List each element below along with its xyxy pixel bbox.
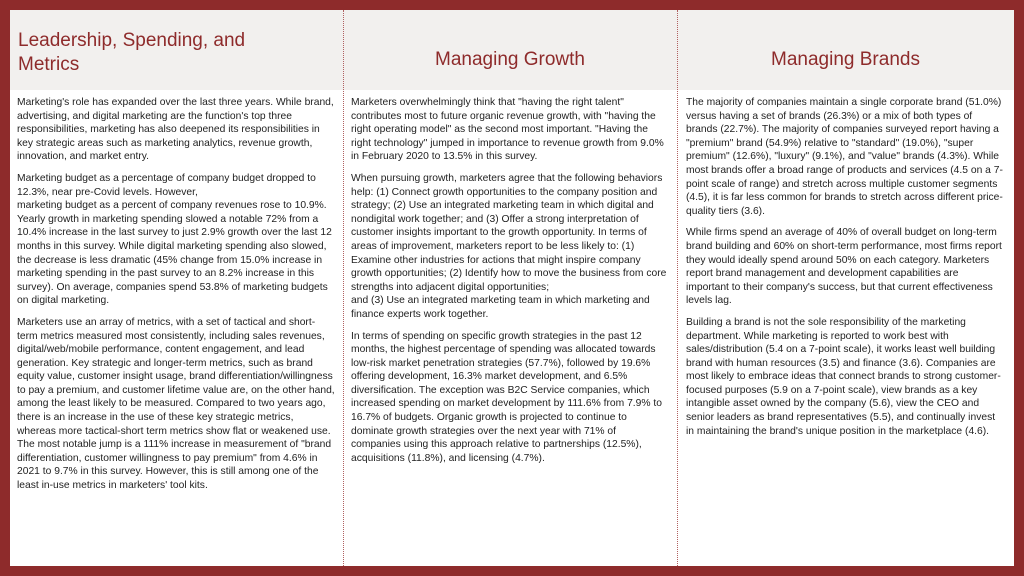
column-body — [10, 90, 343, 493]
column-leadership — [10, 10, 343, 566]
paragraph: In terms of spending on specific growth strategies in the past 12 months, the highest percentage of spending was allocated towards low-risk market penetration strategies (57.7%), followed by 19.6% offering development, 16.3% market development, and 6.5% diversification. The exception was B2C Service companies, which increased spending on market development by 111.6% from 7.9% to 16.7% of budgets. Organic growth is projected to continue to dominate growth strategies over the next year with 71% of companies using this approach relative to partnerships (12.5%), acquisitions (11.8%), and licensing (4.7%). — [351, 330, 662, 464]
column-heading-band — [343, 10, 677, 90]
paragraph: Marketing's role has expanded over the last three years. While brand, advertising, and digital marketing are the function's top three responsibilities, marketing has also deepened its responsibilities in key strategic areas such as marketing analytics, revenue growth, innovation, and market entry. — [17, 97, 334, 163]
paragraph: While firms spend an average of 40% of overall budget on long-term brand building and 60% on short-term performance, most firms report they would ideally spend around 50% on each category. Marketers report brand management and development capabilities are important to their company's success, but that current effectiveness levels lag. — [686, 227, 1002, 307]
column-body — [677, 90, 1014, 438]
paragraph: When pursuing growth, marketers agree that the following behaviors help: (1) Connect growth opportunities to the company position and strategy; (2) Use an integrated marketing team in which digital and nondigital work together; and (3) Offer a strong interpretation of customer insights important to the growth opportunity. In terms of areas of improvement, marketers report to be less likely to: (1) Examine other industries for actions that might inspire company growth opportunities; (2) Identify how to move the business from core strengths into adjacent digital opportunities; and (3) Use an integrated marketing team in which marketing and finance experts work together. — [351, 172, 667, 320]
column-divider — [677, 10, 678, 566]
paragraph: Marketers overwhelmingly think that "having the right talent" contributes most to future organic revenue growth, with "having the right operating model" as the second most important. "Having the right technology" jumped in importance to revenue growth from 9.0% in February 2020 to 13.5% in this survey. — [351, 97, 664, 163]
column-managing-growth — [343, 10, 677, 566]
column-heading-band — [10, 10, 343, 90]
paragraph: Marketing budget as a percentage of company budget dropped to 12.3%, near pre-Covid levels. However, marketing budget as a percent of company revenues rose to 10.9%. Yearly growth in marketing spending slowed a notable 72% from a 10.4% increase in the last survey to just 2.9% growth over the last 12 months in this survey. While digital marketing spending also slowed, the decrease is less dramatic (45% change from 15.0% increase in marketing spending in the past survey to an 8.2% increase in this survey). On average, companies spend 53.8% of marketing budgets on digital marketing. — [17, 172, 332, 307]
paragraph: The majority of companies maintain a single corporate brand (51.0%) versus having a set of brands (26.3%) or a mix of both types of brands (22.7%). The majority of companies surveyed report having a "premium" brand (54.9%) relative to "standard" (19.0%), "super premium" (12.6%), "luxury" (9.1%), and "value" brands (4.3%). While most brands offer a broad range of products and services (4.5 on a 7-point scale of range) and stretch across multiple customer segments (4.5), it is far less common for brands to stretch across different price-quality tiers (3.6). — [686, 97, 1003, 217]
paragraph: Building a brand is not the sole responsibility of the marketing department. While marketing is reported to work best with sales/distribution (5.4 on a 7-point scale), it works least well building brand with human resources (3.5) and finance (3.6). Companies are most likely to embrace ideas that connect brands to strong customer-focused purposes (5.9 on a 7-point scale), view brands as a key intangible asset owned by the company (5.6), view the CEO and senior leaders as brand representatives (5.5), and continually invest in maintaining the brand's unique position in the marketplace (4.6). — [686, 316, 1001, 437]
column-heading-band — [677, 10, 1014, 90]
column-heading: Managing Brands — [771, 49, 920, 70]
column-divider — [343, 10, 344, 566]
slide — [10, 10, 1014, 566]
column-body — [343, 90, 677, 465]
column-heading: Leadership, Spending, and Metrics — [18, 30, 246, 75]
paragraph: Marketers use an array of metrics, with a set of tactical and short-term metrics measured most consistently, including sales revenues, digital/web/mobile performance, content engagement, and lead generation. Key strategic and longer-term metrics, such as brand equity value, customer insight usage, brand differentiation/willingness to pay a premium, and customer lifetime value are, on the other hand, among the least likely to be measured. Compared to two years ago, there is an increase in the use of these key strategic metrics, whereas more tactical-short term metrics show flat or weakened use. The most notable jump is a 111% increase in measurement of "brand differentiation, customer willingness to pay premium" from 4.6% in 2021 to 9.7% in this survey. However, this is still among one of the least in-use metrics in marketers' tool kits. — [17, 316, 335, 492]
column-heading: Managing Growth — [435, 49, 585, 70]
column-managing-brands — [677, 10, 1014, 566]
